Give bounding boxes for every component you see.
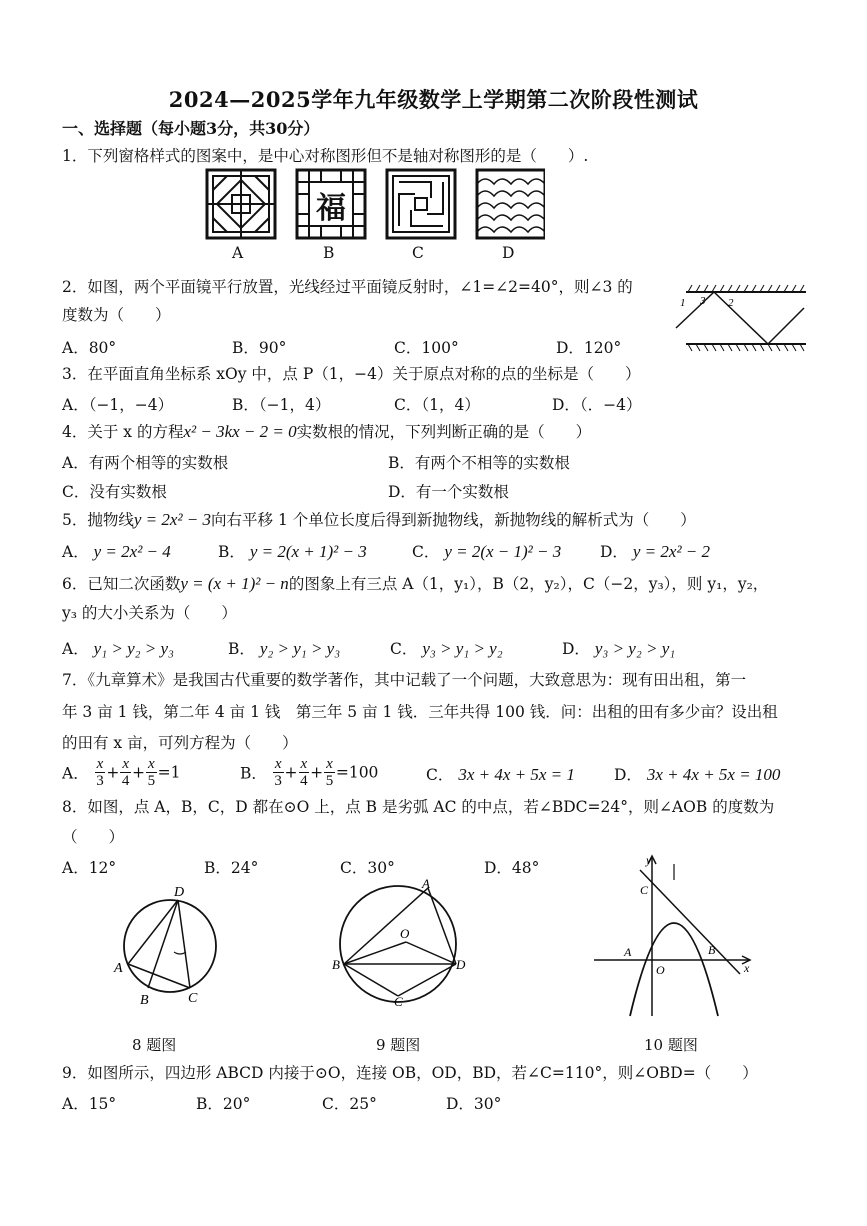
q6-option-d-eq: y₃ > y₂ > y₁ [594,639,676,658]
question-1-text: 1．下列窗格样式的图案中，是中心对称图形但不是轴对称图形的是（ ）. [62,147,589,165]
q5-option-b [218,540,367,562]
section-heading: 一、选择题（每小题3分，共30分） [62,119,320,138]
q8-option-a: A．12° [62,859,117,877]
figure-9 [330,876,470,1006]
fu-character: 福 [316,192,346,225]
q5-equation: y = 2x² − 3 [133,510,212,529]
frac-den: 4 [121,773,130,789]
q5-option-c-letter: C． [412,543,440,561]
q3-option-b: B．（−1，4） [232,396,331,414]
q5-option-d-letter: D． [600,543,628,561]
q9-option-d: D．30° [446,1095,502,1113]
fig9-point-c: C [394,994,403,1006]
q5-option-a-eq: y = 2x² − 4 [93,542,171,561]
q2-option-c: C．100° [394,339,459,357]
question-2-line1: 2．如图，两个平面镜平行放置，光线经过平面镜反射时，∠1=∠2=40°，则∠3 的 [62,278,633,296]
question-5-text [62,510,696,530]
q7-option-d-letter: D． [614,766,642,784]
q4-option-a: A．有两个相等的实数根 [62,454,229,472]
frac-den: 3 [274,773,282,789]
q6-option-b-letter: B． [228,640,255,658]
q1-option-b: B [323,244,335,262]
q5-option-b-eq: y = 2(x + 1)² − 3 [249,542,367,561]
question-6-text [62,574,768,594]
question-3-text: 3．在平面直角坐标系 xOy 中，点 P（1，−4）关于原点对称的点的坐标是（ ） [62,365,641,383]
frac-num: x [122,756,129,772]
q4-prefix: 4．关于 x 的方程 [62,423,184,441]
figure-9-caption: 9 题图 [376,1036,421,1054]
fig9-point-a: A [422,876,430,891]
q6-option-d-letter: D． [562,640,590,658]
question-1-patterns [205,168,545,246]
q9-option-a: A．15° [62,1095,117,1113]
q5-option-a [62,540,171,562]
q9-option-c: C．25° [322,1095,377,1113]
q6-option-a-eq: y₁ > y₂ > y₃ [93,639,174,658]
q1-option-a: A [232,244,244,262]
exam-title: 2024—2025学年九年级数学上学期第二次阶段性测试 [168,87,699,112]
q5-option-d [600,540,710,562]
q4-option-c: C．没有实数根 [62,483,167,501]
q2-option-a: A．80° [62,339,117,357]
q9-option-b: B．20° [196,1095,251,1113]
q6-option-c [390,637,503,659]
fig10-point-o: O [656,963,665,977]
q2-option-d: D．120° [556,339,622,357]
angle-2-label: 2 [728,297,734,309]
q4-option-b: B．有两个不相等的实数根 [388,454,570,472]
question-2-mirror-figure [672,282,812,354]
q2-option-b: B．90° [232,339,287,357]
pattern-a [207,170,275,238]
fraction-x-4 [120,756,131,789]
q7-option-c [426,763,575,785]
fraction-x-4 [299,756,310,789]
question-4-text [62,422,591,442]
fraction-x-5 [324,756,335,789]
frac-num: x [326,756,333,772]
frac-den: 5 [147,773,156,789]
q5-suffix: 向右平移 1 个单位长度后得到新抛物线，新抛物线的解析式为（ ） [211,511,696,529]
fig10-axis-x: x [744,961,750,975]
q5-prefix: 5．抛物线 [62,511,134,529]
q5-option-b-letter: B． [218,543,245,561]
frac-den: 4 [300,773,308,789]
q4-equation: x² − 3kx − 2 = 0 [183,422,297,441]
fig8-point-d: D [174,885,185,900]
q5-option-c-eq: y = 2(x − 1)² − 3 [444,542,562,561]
question-7-line2: 年 3 亩 1 钱，第二年 4 亩 1 钱 第三年 5 亩 1 钱．三年共得 100 钱．问：出租的田有多少亩？设出租 [62,703,778,721]
question-2-line2: 度数为（ ） [62,306,171,324]
q4-suffix: 实数根的情况，下列判断正确的是（ ） [296,423,592,441]
q3-option-c: C．（1，4） [394,396,480,414]
q7-option-b: B． $\frac{x}{3}$ + $\frac{x}{4}$ + $\frac{x}{5}$ =100 [240,756,379,789]
q6-option-b-eq: y₂ > y₁ > y₃ [259,639,341,658]
fig8-point-b: B [140,993,149,1006]
frac-num: x [147,756,155,772]
fig9-point-b: B [332,957,340,972]
q8-option-b: B．24° [204,859,259,877]
q7-option-c-eq: 3x + 4x + 5x = 1 [458,765,575,784]
angle-1-label: 1 [680,297,686,309]
fig9-point-d: D [456,957,466,972]
q6-option-d [562,637,675,659]
frac-den: 3 [96,773,104,789]
q6-equation: y = (x + 1)² − n [180,574,289,593]
question-8-line2: （ ） [62,828,125,846]
q7-option-b-rhs: =100 [335,763,379,782]
q1-option-d: D [502,244,515,262]
figure-8 [108,880,228,1006]
q7-option-d [614,763,780,785]
fig10-axis-y: y [646,853,652,867]
q4-option-d: D．有一个实数根 [388,483,509,501]
q5-option-c [412,540,561,562]
fraction-x-5 [146,756,157,789]
figure-10 [590,850,760,1020]
fig9-point-o: O [400,926,410,941]
q3-option-a: A．（−1，−4） [62,396,174,414]
q6-prefix: 6．已知二次函数 [62,575,181,593]
figure-10-caption: 10 题图 [644,1036,698,1054]
q6-suffix: 的图象上有三点 A（1，y₁），B（2，y₂），C（−2，y₃），则 y₁，y₂， [288,575,769,593]
q7-option-a-letter: A． [62,764,89,783]
fig10-point-b: B [708,943,716,957]
angle-3-label: 3 [700,295,706,307]
pattern-d [477,170,545,238]
figure-8-caption: 8 题图 [132,1036,177,1054]
question-7-line1: 7．《九章算术》是我国古代重要的数学著作，其中记载了一个问题，大致意思为：现有田出租，第一 [62,671,747,689]
pattern-c [387,170,455,238]
q8-option-d: D．48° [484,859,540,877]
q6-option-a [62,637,174,659]
question-6-line2: y₃ 的大小关系为（ ） [62,604,237,622]
question-7-line3: 的田有 x 亩，可列方程为（ ） [62,734,298,752]
q7-option-a: A． $\frac{x}{3}$ + $\frac{x}{4}$ + $\frac{x}{5}$ =1 [62,756,181,789]
q7-option-a-rhs: =1 [157,763,181,782]
q6-option-b [228,637,340,659]
q7-option-c-letter: C． [426,766,454,784]
fraction-x-3 [95,756,106,789]
frac-den: 5 [325,773,334,789]
q7-option-b-letter: B． [240,764,267,783]
q6-option-a-letter: A． [62,640,89,658]
q5-option-a-letter: A． [62,543,89,561]
frac-num: x [274,756,282,772]
q6-option-c-letter: C． [390,640,418,658]
q6-option-c-eq: y₃ > y₁ > y₂ [422,639,503,658]
question-9-text: 9．如图所示，四边形 ABCD 内接于⊙O，连接 OB，OD，BD，若∠C=110°，则∠OBD=（ ） [62,1064,758,1082]
fig8-point-c: C [188,991,198,1006]
q3-option-d: D．（．−4） [552,396,642,414]
q7-option-d-eq: 3x + 4x + 5x = 100 [646,765,781,784]
q5-option-d-eq: y = 2x² − 2 [632,542,711,561]
fraction-x-3 [273,756,284,789]
q1-option-c: C [412,244,424,262]
frac-num: x [96,756,104,772]
fig10-point-c: C [640,883,649,897]
fig8-point-a: A [114,961,123,976]
q8-option-c: C．30° [340,859,395,877]
question-8-line1: 8．如图，点 A，B，C，D 都在⊙O 上，点 B 是劣弧 AC 的中点，若∠BDC=24°，则∠AOB 的度数为 [62,798,775,816]
frac-num: x [300,756,308,772]
fig10-point-a: A [624,945,632,959]
